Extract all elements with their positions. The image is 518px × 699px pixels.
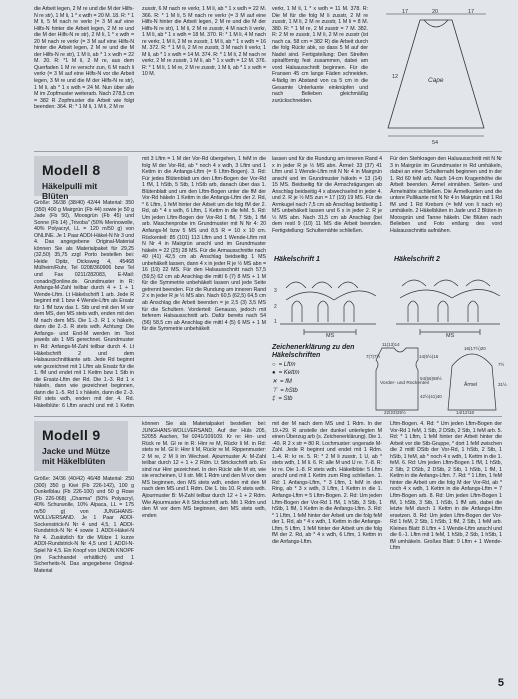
text-block: Lftm-Bogen. 4. Rd: * Um jeden Lftm-Bogen der Vor-Rd 1 feM, 1 Stb, 2 DStb, 2 Stb, 1 feM arb. 5. Rd: * 1 Lftm, 1 feM hinter der Arbeit hinter die Arbeit vor die Stb-Gruppe, * dort 1 feM zwischen die 2 mittl DStb der Vor-Rd, 1 hStb, 2 Stb, 1 hStb, 1 feM, ab * noch 4 x wdh, 1 Kettm in die 1. feM. 6. Rd: Um jeden Lftm-Bogen 1 fM, 1 hStb, 2 Stb, 2 DStb, 2 DStb, 2 Stb, 1 hStb, 1 fM, 1 Kettm in die Anfangs-Lftm. 7. Rd: * 1 Lftm, 1 feM hinter die Arbeit um die folg M der Vor-Rd, ab * noch 4 x wdh, 1 Kettm in die Anfangs-Lftm = 7 Lftm-Bogen arb. 8. Rd: Um jeden Lftm-Bogen 1 fM, 1 hStb, 3 Stb, 1 hStb, 1 fM arb, dabei die letzte feM durch 1 Kettm in die Anfangs-Lftm ersetzen. 8. Rd: Um jeden Lftm-Bogen der Vor-Rd 1 feM, 2 Stb, 1 hStb, 1 fM, 2 Stb, 1 feM arb. Kleines Blatt: 8 Lftm + 1 Wende-Lftm anschl und die 6.-1. Lftm mit 1 feM, 1 hStb, 2 Stb, 1 hStb, 1 fM umhäkeln. Großes Blatt: 9 Lftm + 1 Wende-Lftm	[390, 421, 502, 552]
page-number: 5	[497, 677, 504, 689]
legend-item	[272, 396, 364, 402]
schematic-label: 14(5½)16	[419, 354, 439, 359]
cape-label: 17	[468, 9, 475, 15]
text-block: verkr, 1 M li, 1 * x wdh = 11 M. 378. R: Die M für die folg M li zusstr, 2 M re zusstr, 1 M li, 2 M re zusstr, 1 M li = 8 M. 380. R: * 1 M re, 2 M zusstr = 7 M. 382. R: 2 M re zusstr, 1 M li, 2 M re zusstr (ist nach ca. 58 cm = 382 R) die Arbeit durch die folg Rückr abk, so dass 5 M auf der Nadel sind. Fertigstellung: Den Streifen spiralförmig fest zusammen, dabei am vord Halsausschnitt beginnen. Für die Fransen 45 cm lange Fäden schneiden. 4-fädig im Abstand von ca 5 cm in die Gesamte Unterkante einknüpfen und nach Belieben gleichmäßig zurückschneiden.	[272, 6, 368, 104]
schematic-label: 54(56)58½	[420, 376, 442, 381]
schematic-label: Vorder- und Rückenteil	[380, 381, 429, 386]
schematic-label: 11(13)14	[382, 342, 400, 347]
modell9-header	[34, 421, 128, 471]
modell8-col3	[272, 156, 382, 252]
text-block: die Arbeit legen, 2 M re und die M der Hilfs-N re str), 1 M li, 1 * x wdh = 20 M. 18. R: * 1 M li, 5 M nach re verkr (= 3 M auf eine Hilfs-N hinter die Arbeit legen, 2 M re und die M der Hilfs-N re str), 2 M li, 1 * x wdh = 20 M nach re verkr (= 3 M auf eine Hilfs-N hinter die Arbeit legen, 2 M re und die M der Hilfs-N re str), 1 M li, ab * 1 x wdh = 22 M. 20. R: *1 M li, 2 M re, aus dem Querfaden 1 M re verschr zun, 6 M nach li verkr (= 3 M auf eine Hilfs-N vor die Arbeit legen, 3 M re und die M der Hilfs-N re str), 1 M li, ab * 1 x wdh = 24 M. Nun über alle M im Zopfmuster weiterarb. Nach 278,5 cm = 382 R Zopfmuster die Arbeit wie folgt beenden: 364. R: * 1 M li, 1 M li, 2 M re	[34, 6, 134, 111]
text-block: Größe: 34/36 (40/42) 46/48 Material: 250 (300) 350 g Kiwi (Fb 226-142), 100 g Dunkelblau (Fb 226-100) und 50 g Rose (Fb 226-068) „Charma" (50% Polyacryl, 40% Schurwolle, 10% Alpaca, LL = 175 m/50 g) von JUNGHANS-WOLLVERSAND. Je 1 Paar ADDI-Sockenstrick-N Nr 4 und 4,5, 1 ADDI-Rundstrick-N Nr 4 sowie 1 ADDI-Häkel-N Nr 4. Zusätzlich für die Mütze 1 kurze ADDI-Rundstrick-N Nr 4,5 und 1 ADDI-N-Spiel Nr 4,5. Ein Knopf von UNION KNOPF (im Fachhandel erhältlich) und 1 Sicherheits-N. Das angegebene Original-Material	[34, 476, 134, 574]
modell9-col2	[142, 421, 266, 688]
cape-label: 12	[392, 74, 399, 80]
section-divider	[34, 416, 502, 417]
schematic-label: 7½	[498, 362, 505, 367]
schematic-label: 14(12)16	[456, 410, 475, 414]
section-divider	[34, 151, 502, 152]
text-block: mit 3 Lftm = 1 M der Vor-Rd übergehen, 1 feM in die folg M der Vor-Rd, ab * noch 4 x wdh, 3 Lftm und 1 Kettm in die Anfangs-Lftm (= 6 Lftm-Bogen). 3. Rd: Für jedes Blütenblatt um den Lftm-Bogen der Vor-Rd 1 fM, 1 hStb, 5 Stb, 1 hStb arb, danach über das 1. Blütenblatt und um den Lftm-Bogen unter die fM der Vor-Rd häkeln 1 Kettm in die Anfangs-Lftm der 2. Rd, * 6 Lftm, 1 feM hinter der Arbeit um die folg fM der 2. Rd, ab * 4 x wdh, 6 Lftm, 1 Kettm in die feM. 5. Rd: Um jeden Lftm-Bogen der Vor-Rd 1 fM, 7 Stb, 1 fM arb. Maschenprobe im Grundmuster mit N Nr 4: 20 Anfangs-M bzw 5 MS und 8,5 R = 10 x 10 cm. Rückenteil: 85 (101) 113 Lftm und 1 Wende-Lftm mit N Nr 4 in Mairgrün anschl und im Grundmuster häkeln = 22 (25) 28 MS. Für die Armausschnitte nach 40 (41) 42,5 cm ab Anschlag beidseitig 1 MS unbehäkelt lassen, dann 4 x in jeder R je ½ MS abn = 16 (19) 22 MS. Für den Halsausschnitt nach 57,5 (59,5) 62 cm ab Anschlag die mittl 6 (7) 8 MS + 1 M für die Symmetrie unbehäkelt lassen und jede Seite getrennt beenden. Für die Rundung am inneren Rand 2 x in jeder R je ½ MS abn. Nach 60,5 (62,5) 64,5 cm ab Anschlag die Arbeit beenden = je 2,5 (3) 3,5 MS für die Schultern. Vorderteil: Genauso, jedoch mit tieferem Halsausschnitt arb. Dafür bereits nach 54 (56) 58,5 cm ab Anschlag die mittl 4 (5) 6 MS + 1 M für die Symmetrie unbehäkelt	[142, 156, 266, 333]
cape-schematic	[372, 8, 508, 148]
top-text-col2	[142, 6, 266, 148]
modell8-col2	[142, 156, 266, 410]
legend-label: = fM	[280, 378, 292, 385]
legend-item	[272, 378, 364, 385]
modell9-col1	[34, 476, 134, 688]
legend-item	[272, 362, 364, 368]
top-text-col3	[272, 6, 368, 148]
modell8-col1	[34, 200, 134, 410]
chart-legend	[272, 344, 364, 402]
legend-item	[272, 387, 364, 394]
modell8-header	[34, 156, 128, 201]
modell9-col3	[272, 421, 382, 688]
text-block: Für den Stehkragen den Halsausschnitt mit N Nr 3 in Mairgrün im Grundmuster in Rd umhäkeln, dabei an einer Schulternaht beginnen und in der 1. Rd 60 feM arb. Nach 14-cm Kragenhöhe die Arbeit beenden. Ärmel einnähen. Seiten- und Ärmelnähte schließen. Die Ärmelkanten und die untere Pullikante mit N Nr 4 in Mairgrün mit 1 Rd fM und 1 Rd Krebsm (= feM von li nach re) umhäkeln. 2 Häkelblüten in Jade und 2 Blüten in Moosgrün und Tanne häkeln. Die Blüten nach Belieben und Foto entlang des vord Halsausschnitts aufnähen.	[390, 156, 502, 235]
legend-label: = hStb	[280, 387, 298, 394]
cape-label: Cape	[428, 77, 444, 84]
text-block: können Sie als Materialpaket bestellen bei: JUNGHANS-WOLLVERSAND, Auf der Hüls 205, 52055 Aachen, Tel 0241/109109. Kr re: Hin- und Rück re M. Gl re in R: Hinr re M, Rückr li M. in Rd: stets re M. Gl li: Hinr li M, Rückr re M. Rippenmuster: 2 M re, 2 M li im Wechsel. Ajourmuster A: M-Zahl teilbar durch 12 + 1 + 2 Rdm. Lt Strickschrift arb. Es sind nur Hinr gezeichnet. In den Rückr alle M str, wie sie erscheinen, U li str. Mit 1 Rdm und den M vor dem MS beginnen, den MS stets wdh, enden mit den M nach dem MS und 1 Rdm. Die 1. bis 10. R stets wdh. Ajourmuster B: M-Zahl teilbar durch 12 + 1 + 2 Rdm. Wie Ajourmuster A lt Strickschrift arb. Mit 1 Rdm und den M vor dem MS beginnen, den MS stets wdh, enden	[142, 421, 266, 519]
legend-label: = Stb	[278, 396, 293, 402]
svg-text:2: 2	[274, 304, 277, 310]
ms-label: MS	[446, 333, 455, 338]
schematic-label: 16(17½)20	[464, 346, 486, 351]
crochet-chart-2	[390, 266, 506, 338]
schematic-label: 7(7)7½	[366, 354, 381, 359]
legend-item	[272, 370, 364, 376]
cape-label: 54	[432, 140, 439, 146]
text-block: lassen und für die Rundung am inneren Rand 4 x in jeder R je ½ MS abn. Ärmel: 33 (37) 41 Lftm und 1 Wende-Lftm mit N Nr 4 in Mairgrün anschl und im Grundmuster häkeln = 13 (14) 15 MS. Beidseitig für die Armschrägungen ab Anschlag beidseitig 4 x abwechselnd in jeder 4. und 2. R je ½ MS zun = 17 (19) 19 MS. Für die Armkugel nach 7,5 cm ab Anschlag beidseitig 1 MS unbehäkelt lassen und 6 x in jeder 2. R je ½ MS abn. Nach 31,5 cm ab Anschlag (bei dem restl 9 (10) 11 MS die Arbeit beenden. Fertigstellung: Schulternähte schließen.	[272, 156, 382, 235]
text-block: mit der M nach dem MS und 1 Rdm. In der 19.+29. R anstelle der dunkel unterlegten M einen Überzug arb (s. Zeichenerklärung). Die 1. -40. R 2 x str = 80 R. Lochmuster: ungerade M-Zahl. Jede R beginnt und endet mit 1 Rdm. 1.-4. R: kr re. 5. R: * 2 M li zusstr, 1 U, ab * stets wdh, 1 M li. 6. R: alle M und U re. 7.-8. R: kr re. Die 1.-8. R stets wdh. Häkelblüte: 5 Lftm anschl und mit 1 Kettm zum Ring schließen. 1. Rd: 1 Anfangs-Lftm, * 3 Lftm, 1 feM in den Ring, ab * 3 x wdh, 3 Lftm, 1 Kettm in die 1. Anfangs-Lftm = 5 Lftm-Bogen. 2. Rd: Um jeden Lftm-Bogen der Vor-Rd 1 fM, 1 hStb, 3 Stb, 1 hStb, 1 fM, 1 Kettm in die Anfangs-Lftm. 3. Rd: * 1 Lftm, 1 feM hinter der Arbeit um die folg feM der 1. Rd, ab * 4 x wdh, 1 Kettm in die Anfangs-Lftm, 5 Lftm, 1 feM hinter der Arbeit um die folg fM der 2. Rd, ab * 4 x wdh, 6 Lftm, 1 Kettm in die Anfangs-Lftm.	[272, 421, 382, 545]
half-double-icon: ⊤	[272, 388, 278, 394]
text-block: zusstr, 6 M nach re verkr, 1 M li, ab * 1 x wdh = 22 M. 366. R: * 1 M li, 5 M nach re verkr (= 3 M auf eine Hilfs-N hinter die Arbeit legen, 2 M re und die M der Hilfs-N re str), 1 M li, 2 M re zusstr, 4 M nach li verkr, 1 M li, ab * 1 x wdh = 18 M. 370. R: * 1 M li, 4 M nach re verkr, 1 M li, 2 M re zusstr, 1 M li, ab * 1 x wdh = 16 M. 372. R: * 1 M li, 2 M re zusstr, 3 M nach li verkr, 1 M li, ab * 1 x wdh = 14 M. 374. R: * 1 M li, 2 M nach re verkr, 2 M re zusstr, 1 M li, ab * 1 x wdh = 12 M. 376. R: * 1 M li, 1 M re, 2 M re zusstr, 1 M li, ab * 1 x wdh = 10 M.	[142, 6, 266, 78]
chart1-title: Häkelschrift 1	[274, 256, 320, 263]
legend-label: = Kettm	[278, 370, 300, 376]
schematic-label: 31½	[498, 382, 507, 387]
slipstitch-icon: ●	[272, 370, 276, 376]
cape-label: 20	[432, 9, 439, 15]
modell8-col4	[390, 156, 502, 252]
schematic-label: Ärmel	[464, 382, 478, 388]
modell8-title: Modell 8	[42, 162, 101, 178]
crochet-chart-1	[272, 266, 384, 338]
svg-text:3: 3	[274, 288, 277, 294]
double-crochet-icon: ‡	[272, 396, 276, 402]
single-crochet-icon: ✕	[272, 379, 278, 385]
svg-text:1: 1	[274, 319, 277, 325]
legend-label: = Lftm	[278, 362, 296, 368]
modell8-subtitle: Häkelpulli mit Blüten	[42, 181, 98, 201]
chart2-title: Häkelschrift 2	[394, 256, 440, 263]
legend-title: Zeichenerklärung zu den Häkelschriften	[272, 344, 355, 359]
schematic-label: 42½(41)40	[420, 394, 442, 399]
chain-icon: ○	[272, 362, 276, 368]
sweater-schematic	[366, 340, 510, 414]
schematic-label: 22(23)25½	[384, 410, 406, 414]
top-text-col1	[34, 6, 134, 148]
text-block: Größe: 36/38 (38/40) 42/44 Material: 350 (350) 400 g Mairgrün (Fb 44) sowie je 50 g Jade (Fb 50), Moosgrün (Fb 45) und Sonne (Fb 14) „Trivoba" (50% Merinowolle, 40% Polyacryl, LL = 120 m/50 g) von ONLINE. Je 1 Paar ADDI-Häkel-N Nr 3 und 4. Das angegebene Original-Material können Sie als Materialpaket für 29,25 (32,50) 35,75 zzgl Porto bestellen bei: Heide Opitz, Dicksweg 4, 45468 Mülheim/Ruhr, Tel 0208/360906 bzw Tel und Fax 0211/282083, E-Mail: conado@online.de. Grundmuster in R: Anfangs-M-Zahl teilbar durch 4 + 1 + 1 Wende-Lftm. Lt Häkelschrift 1 arb. Jede R beginnt mit 1 bzw 4 Wende-Lftm als Ersatz für 1 fM bzw das 1. Stb und mit den M vor dem MS, den MS stets wdh, enden mit den M nach dem MS. Die 1.-3. R 1 x häkeln, dann die 2.-3. R stets wdh. Achtung: Die Anfangs- und End-M werden im Text jeweils als 1 MS gerechnet. Grundmuster in Rd: Anfangs-M-Zahl teilbar durch 4. Lt Häkelschrift 2 und dem Halsausschnittkante arb. Jede Rd beginnt wie gezeichnet mit 1 Lftm als Ersatz für die 1. fM und endet mit 1 Kettm bzw 1 Stb in die Ersatz-Lftm der Rd. Die 1.-3. Rd 1 x häkeln, dann wie gezeichnet beginnen, dann die 1.-5. Rd 1 x häkeln, dann die 2.-3. Rd stets wdh, enden mit der 4. Rd. Häkelblüte: 6 Lftm anschl und mit 1 Kettm	[34, 200, 134, 409]
modell9-col4	[390, 421, 502, 673]
ms-label: MS	[326, 333, 335, 338]
cape-label: 17	[402, 9, 409, 15]
modell9-title: Modell 9	[42, 427, 101, 443]
modell9-subtitle: Jacke und Mütze mit Häkelblüten	[42, 446, 111, 466]
